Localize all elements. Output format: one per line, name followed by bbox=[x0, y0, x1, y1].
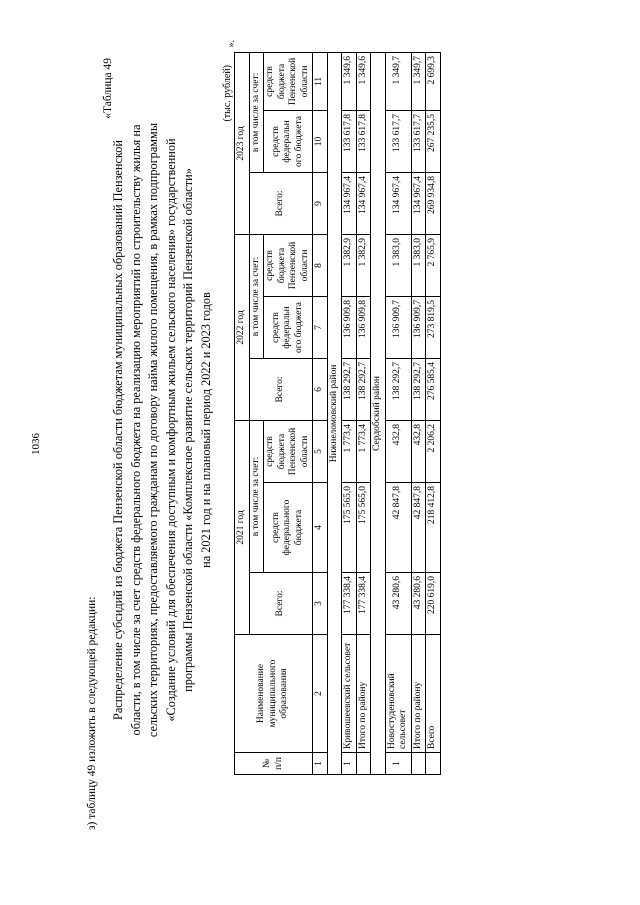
header-including-2021: в том числе за счет: bbox=[249, 420, 264, 572]
column-number: 7 bbox=[313, 296, 328, 358]
table-title bbox=[110, 80, 215, 780]
column-number: 8 bbox=[313, 234, 328, 296]
title-line: «Создание условий для обеспечения доступным и комфортным жильем сельского населения» государственной bbox=[163, 138, 178, 722]
column-number: 9 bbox=[313, 172, 328, 234]
cell-value: 138 292,7 bbox=[356, 358, 371, 420]
table-row bbox=[385, 52, 411, 774]
column-number: 6 bbox=[313, 358, 328, 420]
table-label: «Таблица 49 bbox=[102, 58, 114, 119]
cell-value: 133 617,8 bbox=[342, 110, 357, 172]
row-num bbox=[411, 753, 426, 775]
header-name: Наименование муниципального образования bbox=[235, 635, 313, 753]
column-number: 5 bbox=[313, 420, 328, 482]
cell-value: 273 819,5 bbox=[426, 296, 441, 358]
cell-value: 134 967,4 bbox=[356, 172, 371, 234]
header-year-2022: 2022 год bbox=[235, 234, 250, 420]
cell-value: 1 773,4 bbox=[356, 420, 371, 482]
page-number: 1036 bbox=[30, 433, 42, 455]
column-number: 3 bbox=[313, 573, 328, 635]
cell-value: 220 619,0 bbox=[426, 573, 441, 635]
column-number: 11 bbox=[313, 52, 328, 110]
title-line: на 2021 год и на плановый период 2022 и 2023 годов bbox=[198, 292, 213, 568]
cell-value: 1 383,0 bbox=[411, 234, 426, 296]
header-federal-2022: средств федеральн ого бюджета bbox=[264, 296, 313, 358]
header-num: № п/п bbox=[235, 753, 313, 775]
header-federal-2023: средств федеральн ого бюджета bbox=[264, 110, 313, 172]
district-row bbox=[371, 52, 386, 774]
units-label: (тыс. рублей) bbox=[222, 65, 233, 122]
cell-value: 1 349,6 bbox=[342, 52, 357, 110]
cell-value: 133 617,8 bbox=[356, 110, 371, 172]
header-regional-2023: средств бюджета Пензенской области bbox=[264, 52, 313, 110]
grand-total-row bbox=[426, 52, 441, 774]
cell-value: 1 383,0 bbox=[385, 234, 411, 296]
cell-value: 1 382,9 bbox=[356, 234, 371, 296]
header-including-2023: в том числе за счет: bbox=[249, 52, 264, 172]
cell-value: 276 585,4 bbox=[426, 358, 441, 420]
cell-value: 133 617,7 bbox=[411, 110, 426, 172]
cell-value: 432,8 bbox=[411, 420, 426, 482]
title-line: области, в том числе за счет средств федерального бюджета на реализацию мероприятий по строительству жилья на bbox=[128, 124, 143, 736]
cell-value: 1 773,4 bbox=[342, 420, 357, 482]
cell-value: 218 412,8 bbox=[426, 483, 441, 573]
column-number: 1 bbox=[313, 753, 328, 775]
title-line: сельских территориях, предоставляемого гражданам по договору найма жилого помещения, в рамках подпрограммы bbox=[146, 122, 160, 738]
column-number: 2 bbox=[313, 635, 328, 753]
cell-value: 2 699,3 bbox=[426, 52, 441, 110]
cell-value: 1 349,7 bbox=[385, 52, 411, 110]
row-name: Новостуденовский сельсовет bbox=[385, 635, 411, 753]
cell-value: 2 765,9 bbox=[426, 234, 441, 296]
cell-value: 1 382,9 bbox=[342, 234, 357, 296]
header-regional-2021: средств бюджета Пензенской области bbox=[264, 420, 313, 482]
header-regional-2022: средств бюджета Пензенской области bbox=[264, 234, 313, 296]
cell-value: 136 909,8 bbox=[356, 296, 371, 358]
cell-value: 42 847,8 bbox=[411, 483, 426, 573]
table-row bbox=[342, 52, 357, 774]
subsidy-table bbox=[234, 52, 441, 775]
row-name: Итого по району bbox=[411, 635, 426, 753]
cell-value: 1 349,7 bbox=[411, 52, 426, 110]
title-line: Распределение субсидий из бюджета Пензенской области бюджетам муниципальных образований Пензенской bbox=[111, 139, 125, 721]
cell-value: 136 909,7 bbox=[385, 296, 411, 358]
header-including-2022: в том числе за счет: bbox=[249, 234, 264, 358]
cell-value: 138 292,7 bbox=[385, 358, 411, 420]
cell-value: 42 847,8 bbox=[385, 483, 411, 573]
lead-text: з) таблицу 49 изложить в следующей редакции: bbox=[86, 596, 98, 830]
header-year-2021: 2021 год bbox=[235, 420, 250, 634]
row-num bbox=[426, 753, 441, 775]
cell-value: 175 565,0 bbox=[356, 483, 371, 573]
cell-value: 133 617,7 bbox=[385, 110, 411, 172]
cell-value: 2 206,2 bbox=[426, 420, 441, 482]
district-row bbox=[327, 52, 342, 774]
cell-value: 267 235,5 bbox=[426, 110, 441, 172]
district-total-row bbox=[411, 52, 426, 774]
title-line: программы Пензенской области «Комплексное развитие сельских территорий Пензенской области» bbox=[181, 168, 195, 692]
district-total-row bbox=[356, 52, 371, 774]
cell-value: 432,8 bbox=[385, 420, 411, 482]
row-name: Итого по району bbox=[356, 635, 371, 753]
cell-value: 1 349,6 bbox=[356, 52, 371, 110]
district-name: Сердобский район bbox=[371, 52, 386, 774]
row-name: Кривошеевский сельсовет bbox=[342, 635, 357, 753]
cell-value: 138 292,7 bbox=[342, 358, 357, 420]
cell-value: 136 909,7 bbox=[411, 296, 426, 358]
column-number: 10 bbox=[313, 110, 328, 172]
cell-value: 43 280,6 bbox=[411, 573, 426, 635]
header-federal-2021: средств федерального бюджета bbox=[264, 483, 313, 573]
cell-value: 43 280,6 bbox=[385, 573, 411, 635]
cell-value: 134 967,4 bbox=[342, 172, 357, 234]
cell-value: 136 909,8 bbox=[342, 296, 357, 358]
cell-value: 134 967,4 bbox=[385, 172, 411, 234]
header-total-2023: Всего: bbox=[249, 172, 313, 234]
column-number: 4 bbox=[313, 483, 328, 573]
header-total-2022: Всего: bbox=[249, 358, 313, 420]
row-num: 1 bbox=[342, 753, 357, 775]
cell-value: 138 292,7 bbox=[411, 358, 426, 420]
row-name: Всего bbox=[426, 635, 441, 753]
header-year-2023: 2023 год bbox=[235, 52, 250, 234]
cell-value: 177 338,4 bbox=[356, 573, 371, 635]
header-total-2021: Всего: bbox=[249, 573, 313, 635]
cell-value: 134 967,4 bbox=[411, 172, 426, 234]
cell-value: 177 338,4 bbox=[342, 573, 357, 635]
cell-value: 269 934,8 bbox=[426, 172, 441, 234]
closing-quote-mark: ». bbox=[226, 40, 237, 48]
district-name: Нижнеломовский район bbox=[327, 52, 342, 774]
row-num bbox=[356, 753, 371, 775]
cell-value: 175 565,0 bbox=[342, 483, 357, 573]
column-number-row bbox=[313, 52, 328, 774]
row-num: 1 bbox=[385, 753, 411, 775]
